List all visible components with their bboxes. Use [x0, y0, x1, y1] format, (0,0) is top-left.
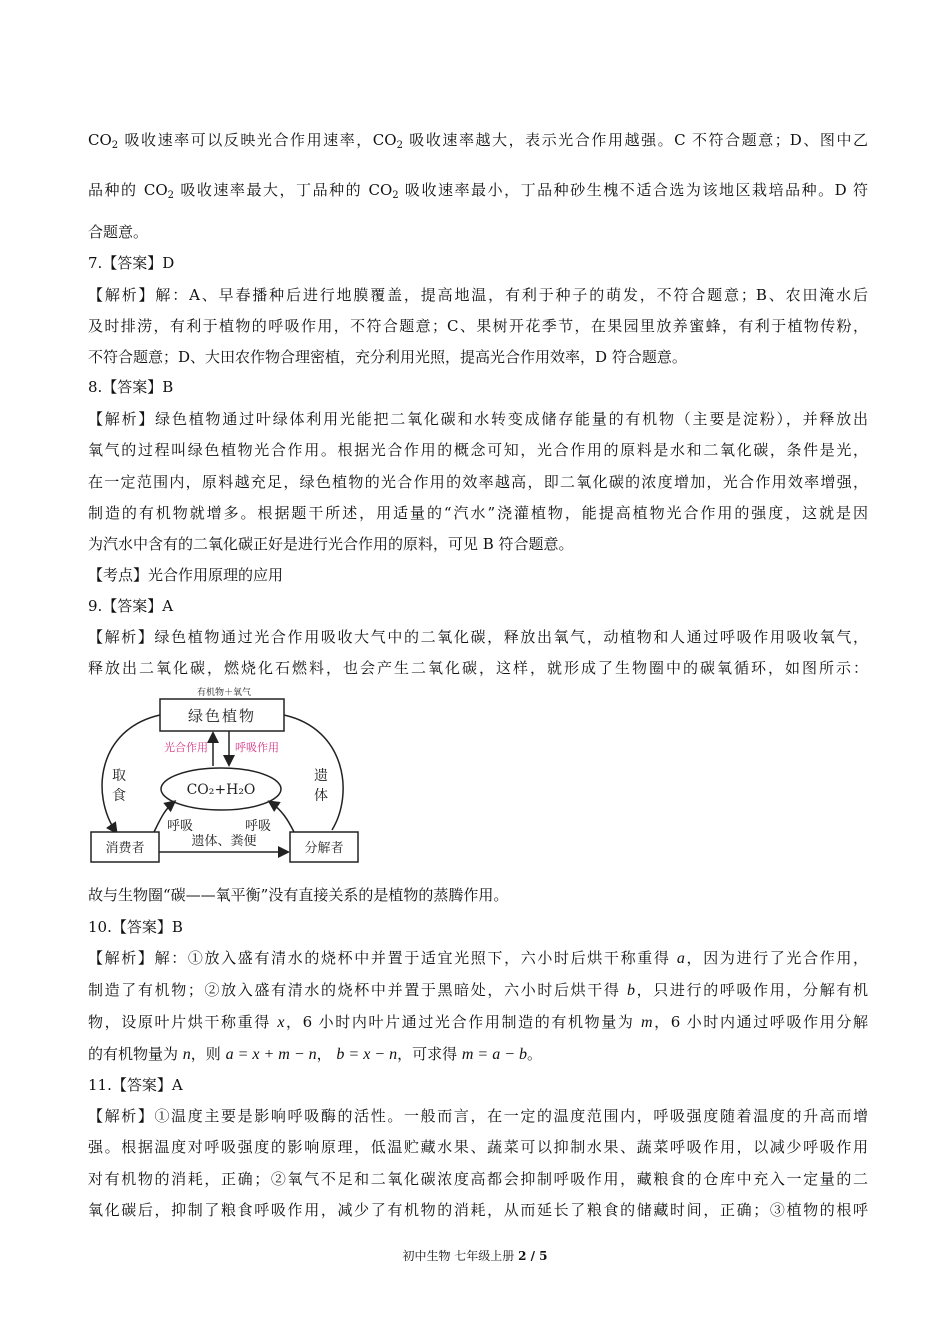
footer-course: 初中生物 七年级上册 — [402, 1249, 519, 1263]
consumer-label: 消费者 — [105, 841, 145, 856]
left-side-char-1: 取 — [112, 768, 126, 784]
explanation-line: 【解析】①温度主要是影响呼吸酶的活性。一般而言，在一定的温度范围内，呼吸强度随着温度的升高而增 — [88, 1107, 868, 1125]
explanation-line: 【解析】解：①放入盛有清水的烧杯中并置于适宜光照下，六小时后烘干称重得 a，因为进行了光合作用， — [88, 949, 868, 967]
explanation-line: 故与生物圈“碳——氧平衡”没有直接关系的是植物的蒸腾作用。 — [88, 886, 509, 904]
text-line: 品种的 $CO_2$ 吸收速率最大，丁品种的 $CO_2$ 吸收速率最小，丁品种砂生槐不适合选为该地区栽培品种。D 符 — [88, 181, 869, 201]
explanation-line: 制造了有机物；②放入盛有清水的烧杯中并置于黑暗处，六小时后烘干得 b，只进行的呼吸作用，分解有机 — [88, 981, 868, 999]
carbon-oxygen-cycle-diagram — [88, 684, 360, 872]
bottom-label: 遗体、粪便 — [191, 834, 257, 849]
text-line: $CO_2$ 吸收速率可以反映光合作用速率，$CO_2$ 吸收速率越大，表示光合作用越强。C 不符合题意；D、图中乙 — [88, 131, 869, 151]
answer-heading-10: 10.【答案】B — [88, 918, 183, 936]
explanation-line: 的有机物量为 n，则 a = x + m − n， b = x − n，可求得 m = a − b。 — [88, 1045, 543, 1063]
explanation-line: 【解析】绿色植物通过叶绿体利用光能把二氧化碳和水转变成储存能量的有机物（主要是淀粉），并释放出 — [88, 410, 868, 428]
text-line: 合题意。 — [88, 223, 149, 241]
explanation-line: 不符合题意；D、大田农作物合理密植，充分利用光照，提高光合作用效率，D 符合题意。 — [88, 348, 687, 366]
knowledge-point: 【考点】光合作用原理的应用 — [88, 566, 284, 584]
photosynthesis-label: 光合作用 — [164, 741, 208, 754]
explanation-line: 【解析】绿色植物通过光合作用吸收大气中的二氧化碳，释放出氧气，动植物和人通过呼吸作用吸收氧气， — [88, 628, 868, 646]
explanation-line: 为汽水中含有的二氧化碳正好是进行光合作用的原料，可见 B 符合题意。 — [88, 535, 574, 553]
explanation-line: 制造的有机物就增多。根据题干所述，用适量的“汽水”浇灌植物，能提高植物光合作用的强度，这就是因 — [88, 504, 868, 522]
page-number: 2 / 5 — [518, 1249, 548, 1263]
right-side-label — [314, 767, 328, 804]
explanation-line: 在一定范围内，原料越充足，绿色植物的光合作用的效率越高，即二氧化碳的浓度增加，光合作用效率增强， — [88, 473, 868, 491]
left-arc — [102, 715, 160, 832]
explanation-line: 释放出二氧化碳，燃烧化石燃料，也会产生二氧化碳，这样，就形成了生物圈中的碳氧循环，如图所示： — [88, 659, 868, 677]
breath-left-label: 呼吸 — [166, 819, 194, 834]
answer-heading-11: 11.【答案】A — [88, 1076, 183, 1094]
plant-label: 绿色植物 — [187, 707, 257, 725]
explanation-line: 对有机物的消耗，正确；②氧气不足和二氧化碳浓度高都会抑制呼吸作用，藏粮食的仓库中充入一定量的二 — [88, 1170, 868, 1188]
co2-h2o-label: CO₂+H₂O — [186, 782, 256, 798]
answer-heading-8: 8.【答案】B — [88, 378, 174, 396]
explanation-line: 氧化碳后，抑制了粮食呼吸作用，减少了有机物的消耗，从而延长了粮食的储藏时间，正确；③植物的根呼 — [88, 1201, 868, 1219]
top-label: 有机物＋氧气 — [196, 688, 252, 698]
left-side-char-2: 食 — [112, 788, 126, 804]
decomposer-label: 分解者 — [304, 841, 344, 856]
answer-heading-7: 7.【答案】D — [88, 254, 175, 272]
left-side-label — [112, 768, 126, 804]
respiration-label: 呼吸作用 — [235, 741, 279, 754]
answer-heading-9: 9.【答案】A — [88, 597, 174, 615]
explanation-line: 物，设原叶片烘干称重得 x，6 小时内叶片通过光合作用制造的有机物量为 m，6 小时内通过呼吸作用分解 — [88, 1013, 868, 1031]
explanation-line: 【解析】解：A、早春播种后进行地膜覆盖，提高地温，有利于种子的萌发，不符合题意；B、农田淹水后 — [88, 286, 868, 304]
right-side-char-2: 体 — [314, 788, 328, 804]
right-side-char-1: 遗 — [314, 768, 328, 784]
explanation-line: 及时排涝，有利于植物的呼吸作用，不符合题意；C、果树开花季节，在果园里放养蜜蜂，有利于植物传粉， — [88, 317, 868, 335]
page-footer — [0, 1248, 950, 1264]
breath-right-label: 呼吸 — [244, 819, 272, 834]
explanation-line: 氧气的过程叫绿色植物光合作用。根据光合作用的概念可知，光合作用的原料是水和二氧化碳，条件是光， — [88, 441, 868, 459]
explanation-line: 强。根据温度对呼吸强度的影响原理，低温贮藏水果、蔬菜可以抑制水果、蔬菜呼吸作用，以减少呼吸作用 — [88, 1138, 868, 1156]
decomposer-breath-arrow — [270, 802, 294, 832]
